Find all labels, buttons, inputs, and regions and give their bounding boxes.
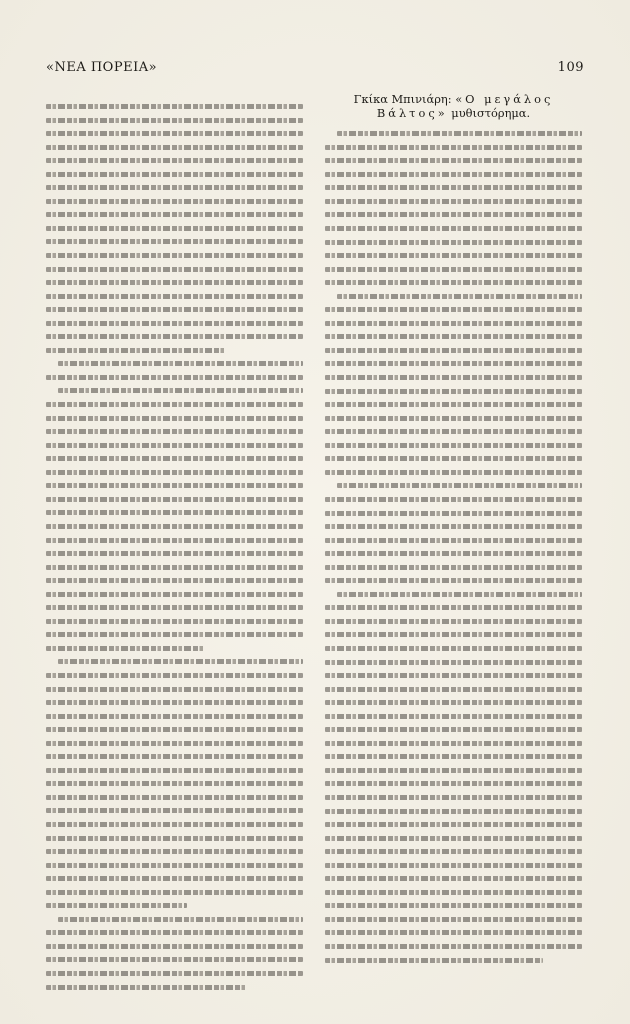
text-line-placeholder [46,952,303,966]
text-line-placeholder [325,275,582,289]
text-line-placeholder [46,492,303,506]
text-line-placeholder [46,343,303,357]
text-line-placeholder [325,370,582,384]
text-line-placeholder [46,871,303,885]
text-line-placeholder [46,695,303,709]
text-line-placeholder [46,560,303,574]
text-line-placeholder [325,953,582,967]
review-genre: μυθιστόρημα. [451,105,531,120]
text-line-placeholder [46,519,303,533]
text-line-placeholder [46,980,303,994]
text-line-placeholder [325,356,582,370]
text-line-placeholder [325,140,582,154]
left-column [46,93,303,993]
text-line-placeholder [46,180,303,194]
text-line-placeholder [325,858,582,872]
text-line-placeholder [325,898,582,912]
text-line-placeholder [325,235,582,249]
text-line-placeholder [325,695,582,709]
text-line-placeholder [46,505,303,519]
text-line-placeholder [46,939,303,953]
text-line-placeholder [46,709,303,723]
text-line-placeholder [46,776,303,790]
text-line-placeholder [325,397,582,411]
text-line-placeholder [46,99,303,113]
text-line-placeholder [46,844,303,858]
text-line-placeholder [46,668,303,682]
text-line-placeholder [325,804,582,818]
text-line-placeholder [325,641,582,655]
text-line-placeholder [46,126,303,140]
text-line-placeholder [325,655,582,669]
text-line-placeholder [46,302,303,316]
journal-title: «ΝΕΑ ΠΟΡΕΙΑ» [46,60,158,75]
text-line-placeholder [46,912,303,926]
text-line-placeholder [46,654,303,668]
text-line-placeholder [325,925,582,939]
text-line-placeholder [325,573,582,587]
review-book-title: «Ο μεγάλος Βάλτος» [376,92,554,120]
text-line-placeholder [46,546,303,560]
text-line-placeholder [325,600,582,614]
text-line-placeholder [46,424,303,438]
text-line-placeholder [46,600,303,614]
text-line-placeholder [325,411,582,425]
text-line-placeholder [325,844,582,858]
text-line-placeholder [325,763,582,777]
text-columns [46,93,584,993]
text-line-placeholder [325,221,582,235]
text-line-placeholder [46,790,303,804]
text-line-placeholder [46,370,303,384]
text-line-placeholder [46,140,303,154]
text-line-placeholder [46,858,303,872]
text-line-placeholder [325,478,582,492]
text-line-placeholder [46,167,303,181]
text-line-placeholder [46,831,303,845]
text-line-placeholder [325,736,582,750]
text-line-placeholder [46,614,303,628]
text-line-placeholder [325,153,582,167]
text-line-placeholder [325,627,582,641]
review-heading [325,93,582,120]
text-line-placeholder [325,262,582,276]
text-line-placeholder [325,167,582,181]
text-line-placeholder [325,722,582,736]
text-line-placeholder [46,451,303,465]
text-line-placeholder [325,465,582,479]
text-line-placeholder [325,248,582,262]
text-line-placeholder [325,207,582,221]
text-line-placeholder [325,194,582,208]
left-column-body-placeholder [46,99,303,993]
text-line-placeholder [325,343,582,357]
text-line-placeholder [46,356,303,370]
text-line-placeholder [46,289,303,303]
text-line-placeholder [46,803,303,817]
text-line-placeholder [46,749,303,763]
text-line-placeholder [46,885,303,899]
text-line-placeholder [325,939,582,953]
text-line-placeholder [325,749,582,763]
text-line-placeholder [325,546,582,560]
running-header [46,60,584,81]
text-line-placeholder [325,492,582,506]
text-line-placeholder [325,438,582,452]
text-line-placeholder [325,533,582,547]
text-line-placeholder [325,316,582,330]
text-line-placeholder [325,519,582,533]
text-line-placeholder [46,587,303,601]
page-number: 109 [557,60,584,75]
text-line-placeholder [46,533,303,547]
text-line-placeholder [325,289,582,303]
text-line-placeholder [46,763,303,777]
text-line-placeholder [46,221,303,235]
text-line-placeholder [46,736,303,750]
text-line-placeholder [325,668,582,682]
text-line-placeholder [46,438,303,452]
text-line-placeholder [46,898,303,912]
text-line-placeholder [46,966,303,980]
text-line-placeholder [46,262,303,276]
text-line-placeholder [325,384,582,398]
text-line-placeholder [46,397,303,411]
text-line-placeholder [46,641,303,655]
right-column-body-placeholder [325,126,582,966]
text-line-placeholder [325,180,582,194]
text-line-placeholder [325,451,582,465]
text-line-placeholder [325,682,582,696]
text-line-placeholder [325,587,582,601]
text-line-placeholder [46,478,303,492]
text-line-placeholder [46,925,303,939]
text-line-placeholder [325,790,582,804]
text-line-placeholder [46,817,303,831]
text-line-placeholder [325,912,582,926]
text-line-placeholder [46,722,303,736]
text-line-placeholder [46,465,303,479]
text-line-placeholder [46,207,303,221]
text-line-placeholder [46,113,303,127]
text-line-placeholder [325,817,582,831]
text-line-placeholder [46,234,303,248]
review-author: Γκίκα Μπινιάρη: [353,92,452,106]
text-line-placeholder [325,302,582,316]
right-column [325,93,582,993]
text-line-placeholder [325,831,582,845]
text-line-placeholder [325,126,582,140]
text-line-placeholder [325,871,582,885]
text-line-placeholder [46,248,303,262]
text-line-placeholder [325,506,582,520]
text-line-placeholder [46,383,303,397]
text-line-placeholder [325,329,582,343]
text-line-placeholder [46,194,303,208]
text-line-placeholder [46,275,303,289]
text-line-placeholder [46,627,303,641]
text-line-placeholder [325,424,582,438]
text-line-placeholder [325,614,582,628]
text-line-placeholder [46,153,303,167]
text-line-placeholder [325,776,582,790]
text-line-placeholder [46,329,303,343]
text-line-placeholder [46,573,303,587]
text-line-placeholder [46,682,303,696]
text-line-placeholder [325,560,582,574]
text-line-placeholder [46,316,303,330]
text-line-placeholder [46,411,303,425]
text-line-placeholder [325,709,582,723]
text-line-placeholder [325,885,582,899]
